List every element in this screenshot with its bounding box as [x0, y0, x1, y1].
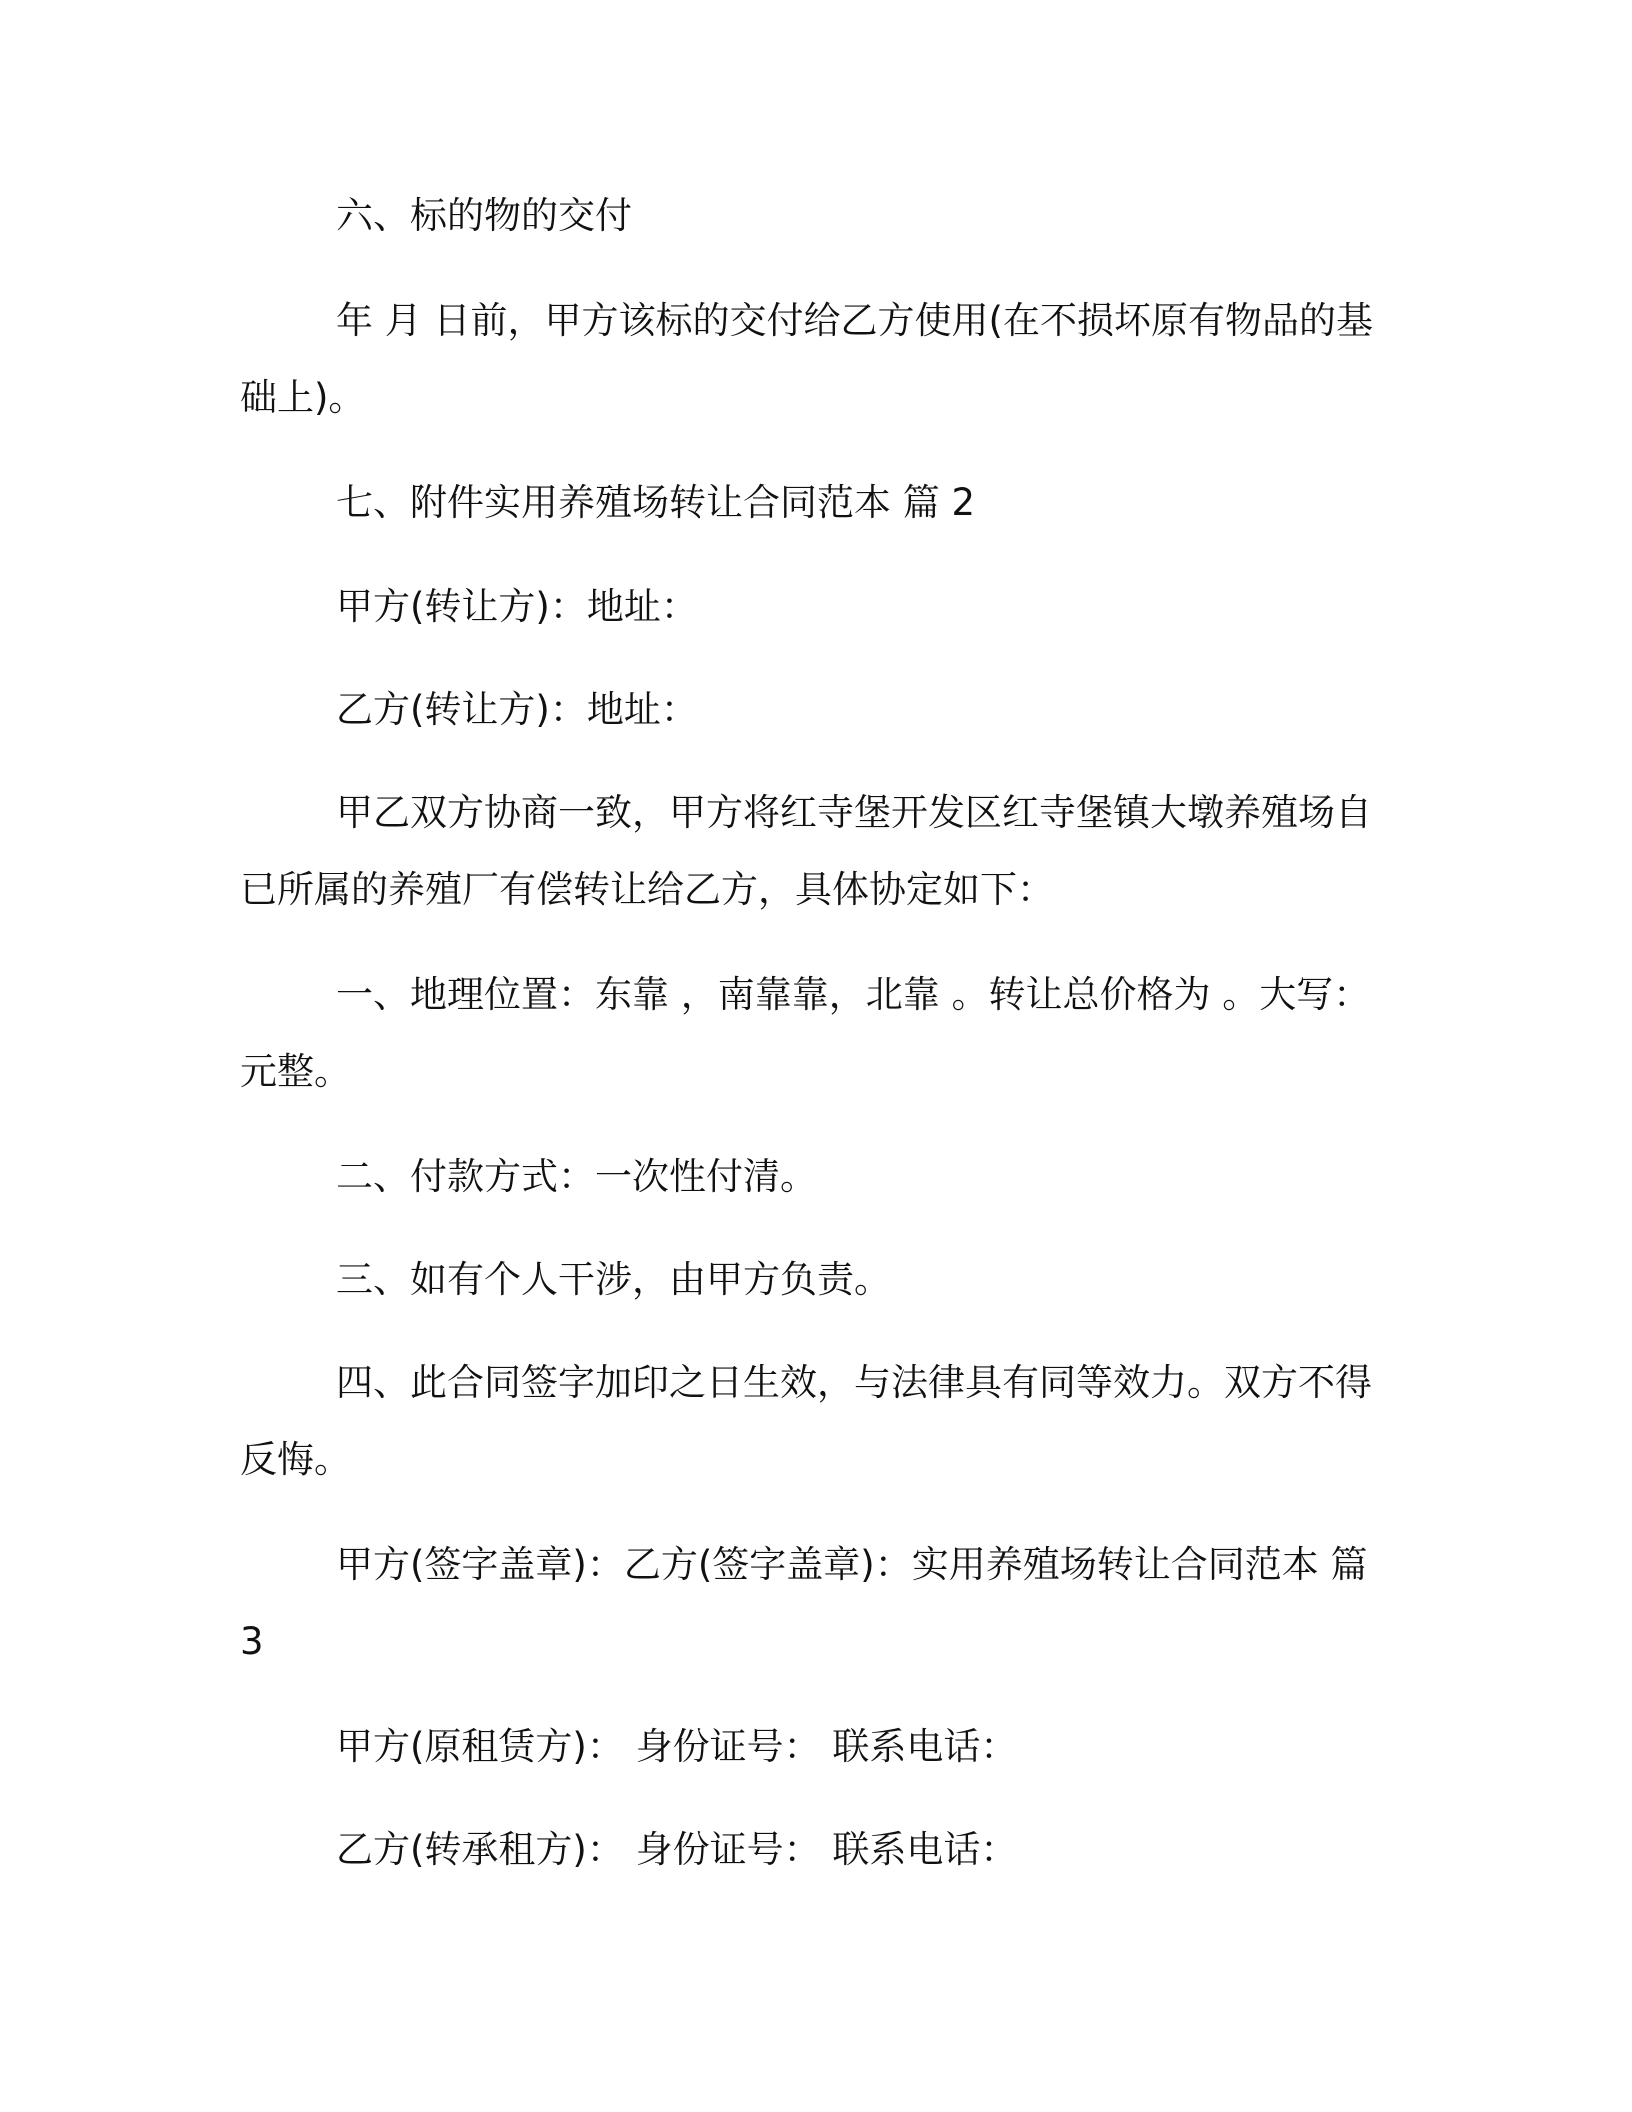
clause-line: 二、付款方式：一次性付清。	[336, 1155, 817, 1198]
party-line: 甲方(转让方)：地址：	[336, 585, 698, 628]
clause-line: 一、地理位置：东靠 ，南靠靠，北靠 。转让总价格为 。大写：	[336, 973, 1371, 1016]
clause-line: 元整。	[240, 1050, 351, 1093]
party-line: 乙方(转让方)：地址：	[336, 688, 698, 731]
party-line: 甲方(原租赁方)： 身份证号： 联系电话：	[336, 1725, 1018, 1768]
signature-line: 甲方(签字盖章)：乙方(签字盖章)：实用养殖场转让合同范本 篇	[336, 1543, 1368, 1586]
clause-line: 四、此合同签字加印之日生效，与法律具有同等效力。双方不得	[336, 1361, 1372, 1404]
section-heading: 七、附件实用养殖场转让合同范本 篇 2	[336, 481, 976, 524]
paragraph-line: 础上)。	[240, 376, 366, 419]
paragraph-line: 年 月 日前，甲方该标的交付给乙方使用(在不损坏原有物品的基	[336, 299, 1373, 342]
paragraph-line: 已所属的养殖厂有偿转让给乙方，具体协定如下：	[240, 868, 1054, 911]
paragraph-line: 甲乙双方协商一致，甲方将红寺堡开发区红寺堡镇大墩养殖场自	[336, 791, 1372, 834]
paragraph-line: 六、标的物的交付	[336, 194, 632, 237]
party-line: 乙方(转承租方)： 身份证号： 联系电话：	[336, 1828, 1018, 1871]
clause-line: 三、如有个人干涉，由甲方负责。	[336, 1258, 891, 1301]
clause-line: 反悔。	[240, 1438, 351, 1481]
signature-line: 3	[240, 1620, 264, 1663]
